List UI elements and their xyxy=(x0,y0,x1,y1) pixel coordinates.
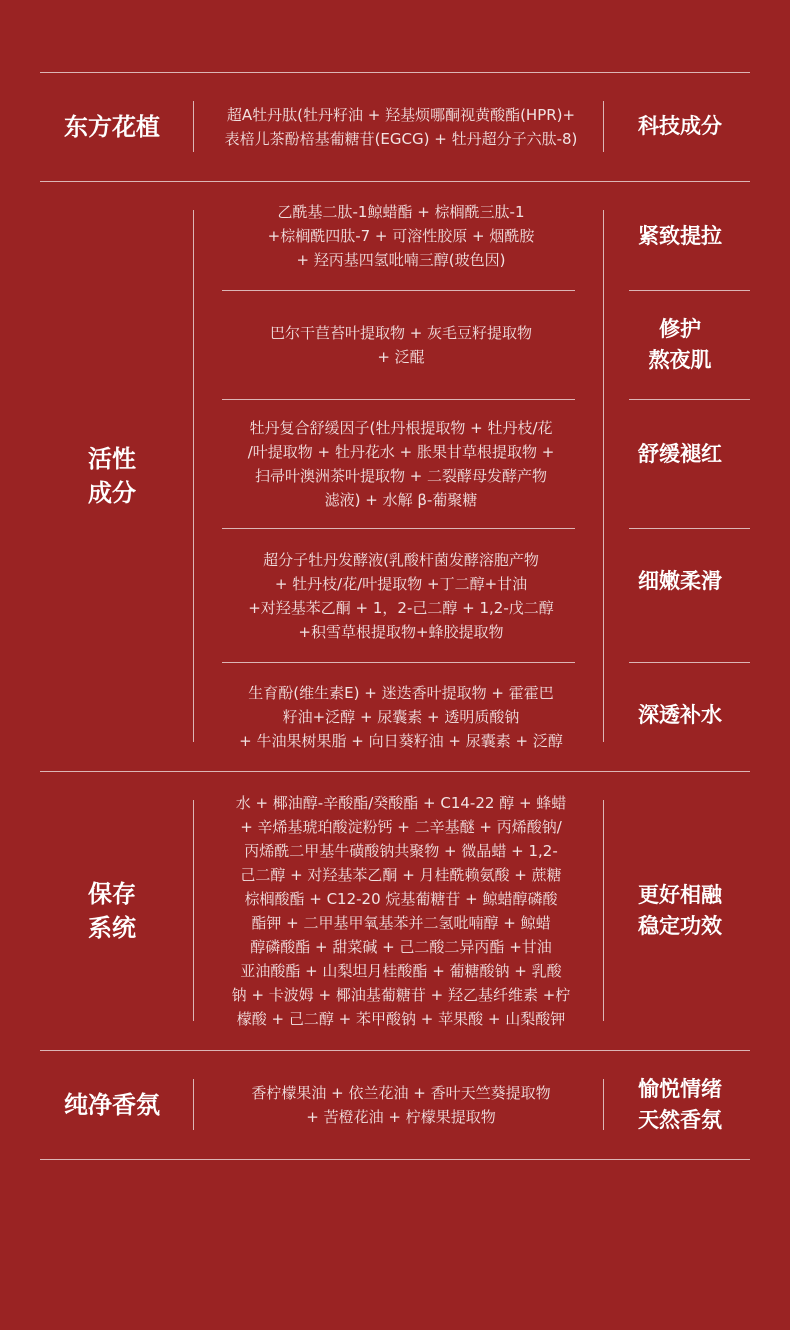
benefit-label: 愉悦情绪 天然香氛 xyxy=(638,1077,722,1132)
ingredient-list: 水 + 椰油醇-辛酸酯/癸酸酯 + C14-22 醇 + 蜂蜡 + 辛烯基琥珀酸淀粉钙 + 二辛基醚 + 丙烯酸钠/ 丙烯酰二甲基牛磺酸钠共聚物 + 微晶蜡 + 1,2- 己二醇 + 对羟基苯乙酮 + 月桂酰赖氨酸 + 蔗糖 棕榈酸酯 + C12-20 烷基葡糖苷 + 鲸蜡醇磷酸 酯钾 + 二甲基甲氧基苯并二氢吡喃醇 + 鲸蜡 醇磷酸酯 + 甜菜碱 + 己二酸二异丙酯 +甘油 亚油酸酯 + 山梨坦月桂酸酯 + 葡糖酸钠 + 乳酸 钠 + 卡波姆 + 椰油基葡糖苷 + 羟乙基纤维素 +柠 檬酸 + 己二醇 + 苯甲酸钠 + 苹果酸 + 山梨酸钾 xyxy=(231,793,571,1028)
ingredient-list: 超A牡丹肽(牡丹籽油 + 羟基烦哪酮视黄酸酯(HPR)+ 表棓儿茶酚棓基葡糖苷(EGCG) + 牡丹超分子六肽-8) xyxy=(224,105,578,148)
section-label-active-ingredients: 活性 成分 xyxy=(88,445,136,507)
ingredient-list: 牡丹复合舒缓因子(牡丹根提取物 + 牡丹枝/花 /叶提取物 + 牡丹花水 + 胀果甘草根提取物 + 扫帚叶澳洲茶叶提取物 + 二裂酵母发酵产物 滤液) + 水解 β-葡聚糖 xyxy=(247,419,555,509)
benefit-label: 舒缓褪红 xyxy=(638,441,722,466)
benefit-label: 深透补水 xyxy=(638,703,722,727)
ingredient-list: 巴尔干苣苔叶提取物 + 灰毛豆籽提取物 + 泛醌 xyxy=(269,324,533,366)
benefit-label: 细嫩柔滑 xyxy=(638,569,722,593)
column-divider-left xyxy=(193,1079,194,1130)
column-divider-left xyxy=(193,800,194,1021)
column-divider-right xyxy=(603,101,604,152)
ingredient-list: 乙酰基二肽-1鲸蜡酯 + 棕榈酰三肽-1 +棕榈酰四肽-7 + 可溶性胶原 + 烟酰胺 + 羟丙基四氢吡喃三醇(玻色因) xyxy=(267,203,535,269)
ingredient-list: 超分子牡丹发酵液(乳酸杆菌发酵溶胞产物 + 牡丹枝/花/叶提取物 +丁二醇+甘油 +对羟基苯乙酮 + 1，2-己二醇 + 1,2-戊二醇 +积雪草根提取物+蜂胶提取物 xyxy=(248,550,554,641)
ingredient-list: 香柠檬果油 + 依兰花油 + 香叶天竺葵提取物 + 苦橙花油 + 柠檬果提取物 xyxy=(251,1083,551,1126)
divider-after-active-ingredients xyxy=(40,771,750,772)
column-divider-left xyxy=(193,101,194,152)
divider-after-preservation xyxy=(40,1050,750,1051)
benefit-label: 修护 熬夜肌 xyxy=(648,317,712,372)
divider-bottom xyxy=(40,1159,750,1160)
divider-after-east-botanical xyxy=(40,181,750,182)
column-divider-right xyxy=(603,210,604,742)
benefit-label: 科技成分 xyxy=(638,114,722,138)
column-divider-right xyxy=(603,1079,604,1130)
benefit-label: 更好相融 稳定功效 xyxy=(638,882,722,938)
benefit-label: 紧致提拉 xyxy=(638,223,722,248)
column-divider-left xyxy=(193,210,194,742)
divider-top xyxy=(40,72,750,73)
section-label-pure-fragrance: 纯净香氛 xyxy=(64,1090,160,1119)
section-label-preservation-system: 保存 系统 xyxy=(88,879,136,942)
section-label-east-botanical: 东方花植 xyxy=(64,112,160,141)
ingredient-list: 生育酚(维生素E) + 迷迭香叶提取物 + 霍霍巴 籽油+泛醇 + 尿囊素 + 透明质酸钠 + 牛油果树果脂 + 向日葵籽油 + 尿囊素 + 泛醇 xyxy=(239,684,563,750)
column-divider-right xyxy=(603,800,604,1021)
